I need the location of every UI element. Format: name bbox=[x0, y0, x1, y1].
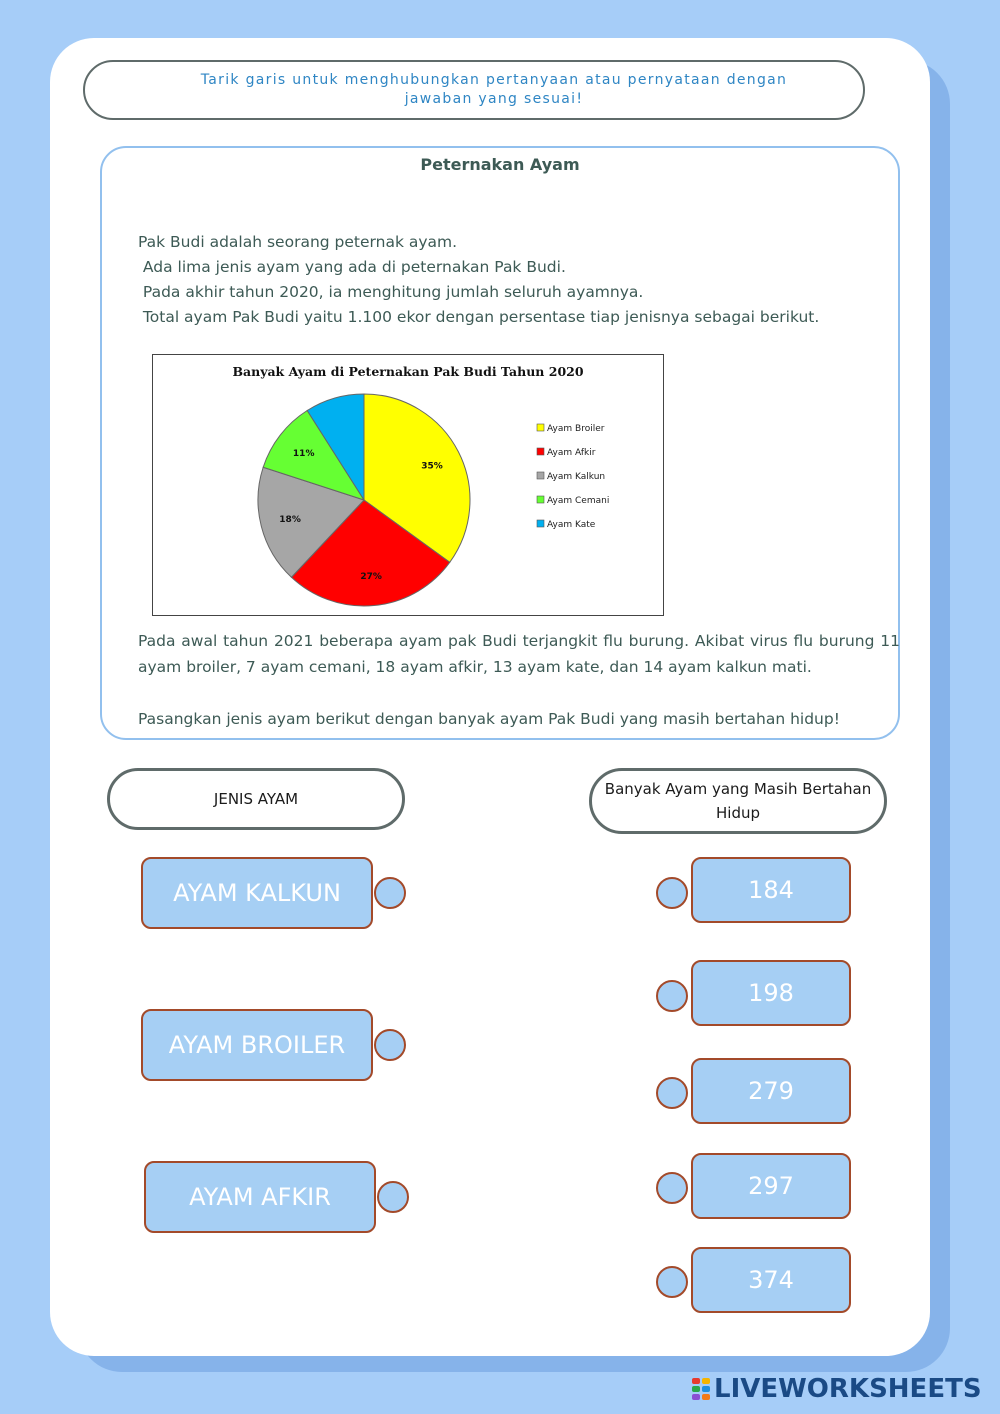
match-right-374[interactable] bbox=[691, 1247, 851, 1313]
legend-label: Ayam Afkir bbox=[547, 448, 596, 458]
match-right-297[interactable] bbox=[691, 1153, 851, 1219]
legend-label: Ayam Cemani bbox=[547, 496, 610, 506]
connector-dot-right[interactable] bbox=[656, 1077, 688, 1109]
match-left-label: AYAM BROILER bbox=[168, 1031, 346, 1059]
match-right-value: 184 bbox=[748, 876, 794, 904]
connector-dot-left[interactable] bbox=[377, 1181, 409, 1213]
pie-data-label: 18% bbox=[279, 514, 301, 525]
match-right-value: 297 bbox=[748, 1172, 794, 1200]
match-left-label: AYAM KALKUN bbox=[173, 879, 341, 907]
intro-line: Total ayam Pak Budi yaitu 1.100 ekor dengan persentase tiap jenisnya sebagai berikut. bbox=[138, 308, 820, 326]
header-right-label: Banyak Ayam yang Masih Bertahan Hidup bbox=[604, 780, 872, 822]
connector-dot-left[interactable] bbox=[374, 877, 406, 909]
match-right-value: 198 bbox=[748, 979, 794, 1007]
pie-chart bbox=[153, 355, 662, 614]
connector-dot-right[interactable] bbox=[656, 1172, 688, 1204]
legend-swatch bbox=[537, 496, 544, 503]
story-paragraph-3: Pasangkan jenis ayam berikut dengan banyak ayam Pak Budi yang masih bertahan hidup! bbox=[138, 710, 840, 728]
match-right-279[interactable] bbox=[691, 1058, 851, 1124]
legend-swatch bbox=[537, 472, 544, 479]
story-title: Peternakan Ayam bbox=[420, 155, 580, 174]
legend-label: Ayam Kate bbox=[547, 520, 596, 530]
connector-dot-right[interactable] bbox=[656, 877, 688, 909]
match-left-ayam-kalkun[interactable] bbox=[141, 857, 373, 929]
instruction-text: Tarik garis untuk menghubungkan pertanyaan atau pernyataan dengan jawaban yang sesuai! bbox=[200, 72, 788, 107]
match-right-value: 279 bbox=[748, 1077, 794, 1105]
pie-chart-frame bbox=[152, 354, 664, 616]
intro-line: Ada lima jenis ayam yang ada di peternakan Pak Budi. bbox=[138, 258, 566, 276]
connector-dot-left[interactable] bbox=[374, 1029, 406, 1061]
story-paragraph-2: Pada awal tahun 2021 beberapa ayam pak Budi terjangkit flu burung. Akibat virus flu burung 11 ayam broiler, 7 ayam cemani, 18 ayam afkir, 13 ayam kate, dan 14 ayam kalkun mati. bbox=[138, 632, 900, 676]
match-right-198[interactable] bbox=[691, 960, 851, 1026]
legend-swatch bbox=[537, 520, 544, 527]
intro-line: Pada akhir tahun 2020, ia menghitung jumlah seluruh ayamnya. bbox=[138, 283, 644, 301]
pie-data-label: 35% bbox=[421, 461, 443, 472]
match-left-ayam-afkir[interactable] bbox=[144, 1161, 376, 1233]
match-right-value: 374 bbox=[748, 1266, 794, 1294]
legend-swatch bbox=[537, 424, 544, 431]
pie-data-label: 11% bbox=[292, 449, 315, 460]
liveworksheets-logo bbox=[692, 1374, 982, 1404]
header-left-label: JENIS AYAM bbox=[213, 790, 299, 808]
match-left-label: AYAM AFKIR bbox=[189, 1183, 331, 1211]
match-left-ayam-broiler[interactable] bbox=[141, 1009, 373, 1081]
legend-label: Ayam Broiler bbox=[547, 424, 605, 434]
pie-data-label: 27% bbox=[360, 571, 382, 582]
story-box bbox=[100, 146, 900, 740]
connector-dot-right[interactable] bbox=[656, 980, 688, 1012]
legend-swatch bbox=[537, 448, 544, 455]
liveworksheets-logo-text: LIVEWORKSHEETS bbox=[714, 1374, 982, 1404]
header-banyak-ayam bbox=[589, 768, 887, 834]
chart-title: Banyak Ayam di Peternakan Pak Budi Tahun 2020 bbox=[232, 364, 584, 379]
match-right-184[interactable] bbox=[691, 857, 851, 923]
header-jenis-ayam bbox=[107, 768, 405, 830]
intro-line: Pak Budi adalah seorang peternak ayam. bbox=[138, 233, 458, 251]
instruction-banner bbox=[83, 60, 865, 120]
liveworksheets-logo-icon bbox=[692, 1378, 710, 1400]
story-intro bbox=[138, 230, 819, 330]
connector-dot-right[interactable] bbox=[656, 1266, 688, 1298]
legend-label: Ayam Kalkun bbox=[547, 472, 606, 482]
